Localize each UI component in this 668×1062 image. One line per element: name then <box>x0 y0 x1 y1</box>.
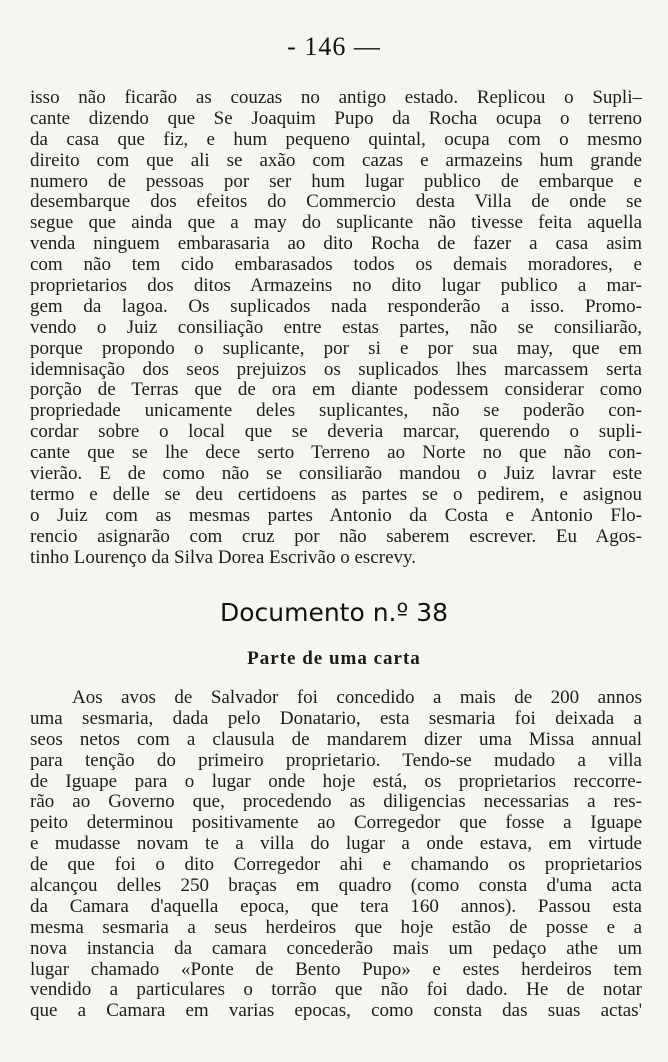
text-line: propriedade unicamente deles suplicantes, não se poderão con- <box>30 401 642 422</box>
text-line: rencio asignarão com cruz por não saberem escrever. Eu Agos- <box>30 526 642 547</box>
text-line: cordar sobre o local que se deveria marcar, querendo o supli- <box>30 422 642 443</box>
text-line: vendo o Juiz consiliação entre estas partes, não se consiliarão, <box>30 317 642 338</box>
text-line: para tenção do primeiro proprietario. Tendo-se mudado a villa <box>30 750 642 771</box>
text-line: uma sesmaria, dada pelo Donatario, esta sesmaria foi deixada a <box>30 708 642 729</box>
text-line: Aos avos de Salvador foi concedido a mais de 200 annos <box>72 688 642 708</box>
text-line: numero de pessoas por ser hum lugar publico de embarque e <box>30 171 642 192</box>
document-title: Documento n.º 38 <box>219 598 449 627</box>
text-line: o Juiz com as mesmas partes Antonio da Costa e Antonio Flo- <box>30 505 642 526</box>
text-line: direito com que ali se axão com cazas e armazeins hum grande <box>30 150 642 171</box>
document-subtitle: Parte de uma carta <box>247 648 421 669</box>
page-number: - 146 — <box>287 32 381 61</box>
text-line: que a Camara em varias epocas, como consta das suas actas' <box>30 1001 642 1022</box>
text-line: gem da lagoa. Os suplicados nada responderão a isso. Promo- <box>30 296 642 317</box>
text-line: lugar chamado «Ponte de Bento Pupo» e estes herdeiros tem <box>30 959 642 980</box>
text-line: vendido a particulares o torrão que não foi dado. He de notar <box>30 980 642 1001</box>
text-line: proprietarios dos ditos Armazeins no dito lugar publico a mar- <box>30 276 642 297</box>
text-line: rão ao Governo que, procedendo as diligencias necessarias a res- <box>30 792 642 813</box>
text-line: cante dizendo que Se Joaquim Pupo da Rocha ocupa o terreno <box>30 108 642 129</box>
text-line: vierão. E de como não se consiliarão mandou o Juiz lavrar este <box>30 464 642 485</box>
letter-paragraph <box>30 688 642 1022</box>
text-line: segue que ainda que a may do suplicante não tivesse feita aquella <box>30 213 642 234</box>
text-line: porque propondo o suplicante, por si e por sua may, que em <box>30 338 642 359</box>
text-line: de que foi o dito Corregedor ahi e chamando os proprietarios <box>30 855 642 876</box>
text-line: isso não ficarão as couzas no antigo estado. Replicou o Supli– <box>30 88 642 108</box>
text-line: e mudasse novam te a villa do lugar a onde estava, em virtude <box>30 834 642 855</box>
paragraph-continuation <box>30 88 642 568</box>
text-line: seos netos com a clausula de mandarem dizer uma Missa annual <box>30 729 642 750</box>
text-line: nova instancia da camara concederão mais um pedaço athe um <box>30 938 642 959</box>
text-line: venda ninguem embarasaria ao dito Rocha de fazer a casa asim <box>30 234 642 255</box>
text-line: da Camara d'aquella epoca, que tera 160 annos). Passou esta <box>30 896 642 917</box>
text-line: peito determinou positivamente ao Corregedor que fosse a Iguape <box>30 813 642 834</box>
text-line: de Iguape para o lugar onde hoje está, os proprietarios reccorre- <box>30 771 642 792</box>
text-line: idemnisação dos seos prejuizos os suplicados lhes marcassem serta <box>30 359 642 380</box>
text-line: porção de Terras que de ora em diante podessem considerar como <box>30 380 642 401</box>
text-line: termo e delle se deu certidoens as partes se o pedirem, e asignou <box>30 484 642 505</box>
text-line: desembarque dos efeitos do Commercio desta Villa de onde se <box>30 192 642 213</box>
text-line: cante que se lhe dece serto Terreno ao Norte no que não con- <box>30 443 642 464</box>
text-line: com não tem cido embarasados todos os demais moradores, e <box>30 255 642 276</box>
text-line: da casa que fiz, e hum pequeno quintal, ocupa com o mesmo <box>30 129 642 150</box>
text-line: tinho Lourenço da Silva Dorea Escrivão o escrevy. <box>30 547 417 568</box>
text-line: mesma sesmaria a seus herdeiros que hoje estão de posse e a <box>30 917 642 938</box>
text-line: alcançou delles 250 braças em quadro (como consta d'uma acta <box>30 876 642 897</box>
